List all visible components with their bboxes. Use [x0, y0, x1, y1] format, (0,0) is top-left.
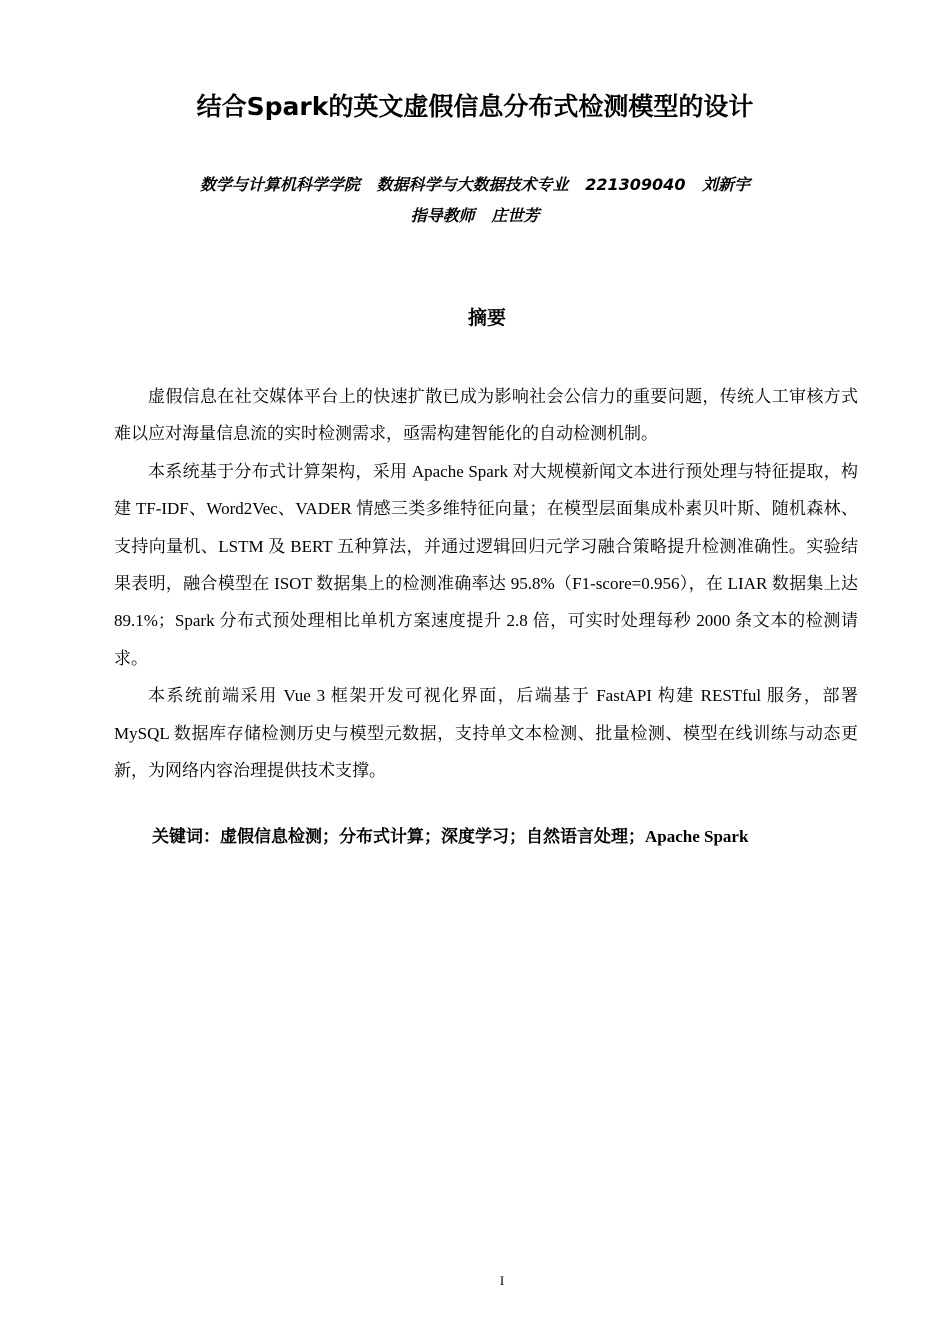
advisor-info: 指导教师 庄世芳 — [410, 206, 540, 225]
paper-title: 结合Spark的英文虚假信息分布式检测模型的设计 — [196, 92, 754, 121]
page-number: I — [499, 1273, 505, 1288]
abstract-body — [114, 378, 858, 789]
abstract-paragraph: 本系统前端采用 Vue 3 框架开发可视化界面，后端基于 FastAPI 构建 RESTful 服务，部署 MySQL 数据库存储检测历史与模型元数据，支持单文本检测、批量检测、模型在线训练与动态更新，为网络内容治理提供技术支撑。 — [114, 686, 858, 781]
author-info: 数学与计算机科学学院 数据科学与大数据技术专业 221309040 刘新宇 — [199, 175, 751, 194]
keywords: 关键词：虚假信息检测；分布式计算；深度学习；自然语言处理；Apache Spark — [152, 827, 749, 846]
abstract-paragraph: 本系统基于分布式计算架构，采用 Apache Spark 对大规模新闻文本进行预处理与特征提取，构建 TF-IDF、Word2Vec、VADER 情感三类多维特征向量；在模型层面集成朴素贝叶斯、随机森林、支持向量机、LSTM 及 BERT 五种算法，并通过逻辑回归元学习融合策略提升检测准确性。实验结果表明，融合模型在 ISOT 数据集上的检测准确率达 95.8%（F1-score=0.956），在 LIAR 数据集上达 89.1%；Spark 分布式预处理相比单机方案速度提升 2.8 倍，可实时处理每秒 2000 条文本的检测请求。 — [114, 461, 858, 668]
abstract-heading: 摘要 — [467, 307, 506, 329]
abstract-paragraph: 虚假信息在社交媒体平台上的快速扩散已成为影响社会公信力的重要问题，传统人工审核方式难以应对海量信息流的实时检测需求，亟需构建智能化的自动检测机制。 — [114, 387, 858, 444]
